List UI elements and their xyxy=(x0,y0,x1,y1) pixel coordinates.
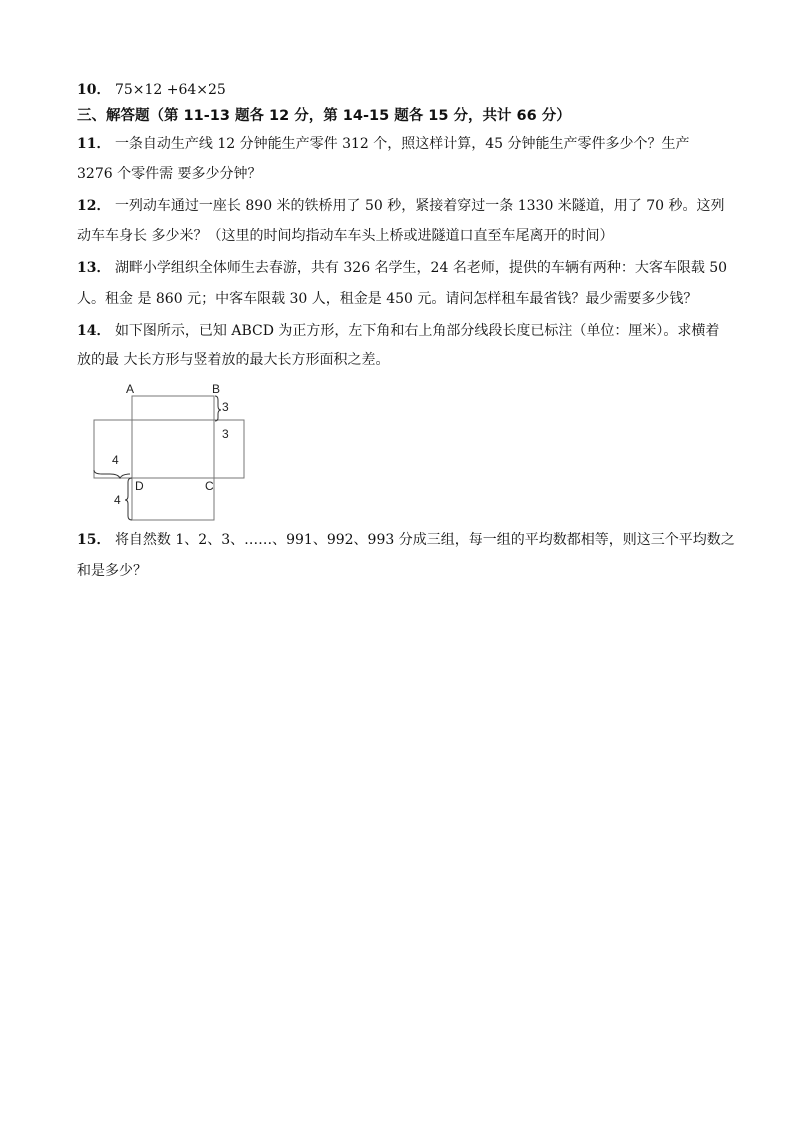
dim-bottom-left-1: 4 xyxy=(112,453,119,467)
vertical-rectangle xyxy=(132,396,214,520)
question-text: 一条自动生产线 12 分钟能生产零件 312 个，照这样计算，45 分钟能生产零件多少个？生产 xyxy=(114,136,690,152)
label-a: A xyxy=(126,382,135,396)
brace-top-right xyxy=(215,396,221,421)
question-text: 湖畔小学组织全体师生去春游，共有 326 名学生，24 名老师，提供的车辆有两种：大客车限载 50 xyxy=(114,260,728,276)
brace-bottom-left-horizontal xyxy=(94,470,130,478)
question-13-line-2: 人。租金 是 860 元；中客车限载 30 人，租金是 450 元。请问怎样租车最省钱？最少需要多少钱？ xyxy=(77,291,698,307)
label-d: D xyxy=(135,479,144,493)
square-figure xyxy=(92,380,252,522)
label-c: C xyxy=(205,479,214,493)
dim-top-right-2: 3 xyxy=(222,427,229,441)
question-number: 15． xyxy=(77,532,111,548)
question-12-line-2: 动车车身长 多少米？（这里的时间均指动车车头上桥或进隧道口直至车尾离开的时间） xyxy=(77,228,614,244)
brace-bottom-left-vertical xyxy=(125,478,132,520)
question-number: 10． xyxy=(77,82,111,98)
question-11-line-1 xyxy=(77,134,690,154)
question-10 xyxy=(77,80,226,100)
question-11-line-2: 3276 个零件需 要多少分钟？ xyxy=(77,166,262,182)
question-text: 将自然数 1、2、3、……、991、992、993 分成三组，每一组的平均数都相等，则这三个平均数之 xyxy=(114,532,735,548)
dim-top-right-1: 3 xyxy=(222,400,229,414)
question-15-line-1 xyxy=(77,530,735,550)
label-b: B xyxy=(212,382,221,396)
question-text: 如下图所示，已知 ABCD 为正方形，左下角和右上角部分线段长度已标注（单位：厘米）。求横着 xyxy=(114,323,720,339)
question-12-line-1 xyxy=(77,196,725,216)
question-number: 14． xyxy=(77,323,111,339)
square-abcd xyxy=(132,396,214,478)
question-number: 11． xyxy=(77,136,111,152)
question-text: 一列动车通过一座长 890 米的铁桥用了 50 秒，紧接着穿过一条 1330 米隧道，用了 70 秒。这列 xyxy=(114,198,725,214)
question-13-line-1 xyxy=(77,258,727,278)
question-14-line-2: 放的最 大长方形与竖着放的最大长方形面积之差。 xyxy=(77,352,390,368)
section-heading: 三、解答题（第 11-13 题各 12 分，第 14-15 题各 15 分，共计 66 分） xyxy=(77,108,571,124)
question-number: 12． xyxy=(77,198,111,214)
question-number: 13． xyxy=(77,260,111,276)
question-14-line-1 xyxy=(77,321,719,341)
question-text: 75×12 +64×25 xyxy=(114,82,226,98)
question-15-line-2: 和是多少？ xyxy=(77,563,147,579)
dim-bottom-left-2: 4 xyxy=(114,493,121,507)
